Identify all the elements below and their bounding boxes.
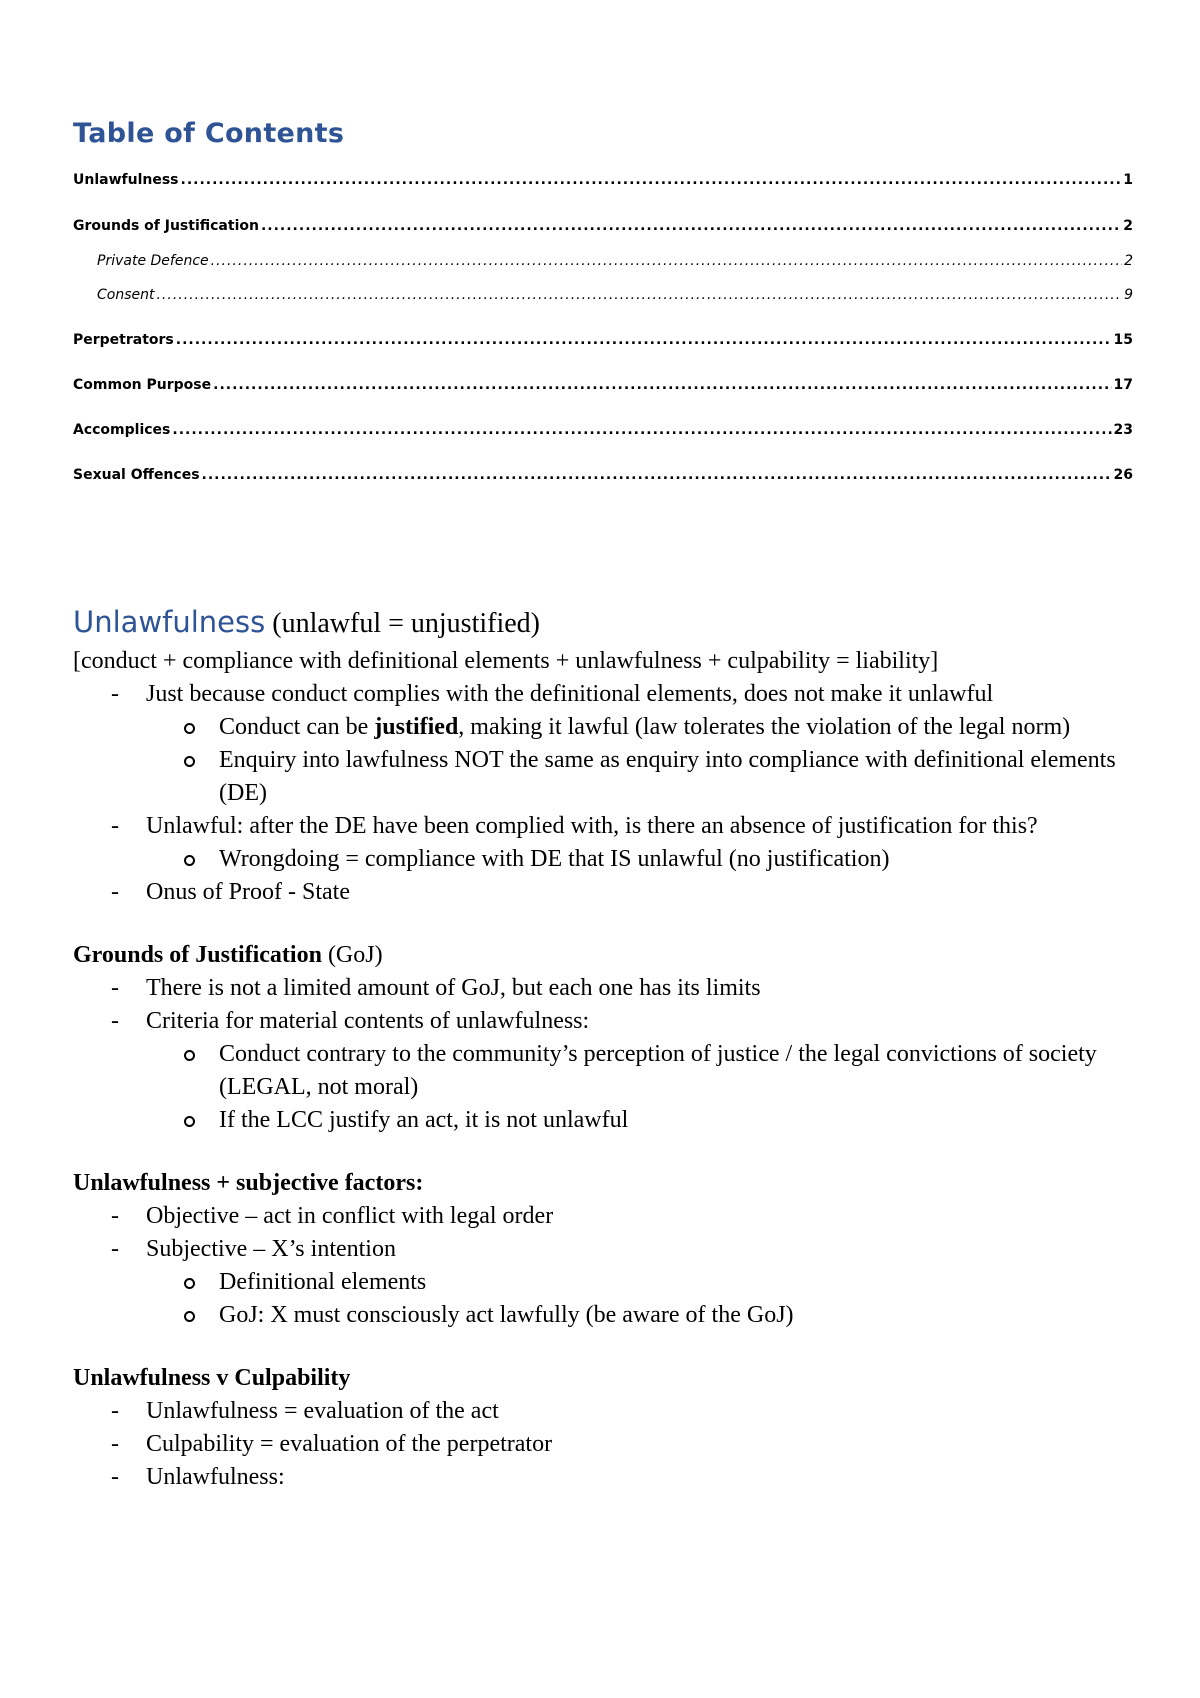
- toc-entry-consent[interactable]: [97, 287, 1133, 303]
- list-item: [73, 1461, 1123, 1494]
- toc-entry-private-defence[interactable]: [97, 253, 1133, 269]
- toc-entry-text: Consent: [97, 287, 155, 303]
- toc-page-number: 1: [1123, 172, 1133, 188]
- toc-page-number: 2: [1124, 253, 1133, 269]
- bullet-list: [73, 678, 1123, 909]
- sub-bullet-list: [146, 711, 1123, 810]
- list-item-text: Culpability = evaluation of the perpetrator: [146, 1431, 553, 1457]
- toc-leader: [172, 422, 1111, 438]
- heading-note: (GoJ): [321, 942, 383, 968]
- toc-title: Table of Contents: [73, 118, 345, 149]
- list-item-text: Objective – act in conflict with legal order: [146, 1203, 554, 1229]
- toc-leader: [156, 287, 1122, 303]
- toc-page-number: 9: [1124, 287, 1133, 303]
- toc-entry-text: Grounds of Justification: [73, 218, 259, 234]
- liability-formula: [conduct + compliance with definitional elements + unlawfulness + culpability = liability]: [73, 648, 939, 674]
- list-item: [73, 810, 1123, 876]
- sub-list-item: [146, 1299, 1123, 1332]
- toc-leader: [213, 377, 1111, 393]
- list-item-text: If the LCC justify an act, it is not unlawful: [219, 1107, 629, 1133]
- bullet-list: [73, 1200, 1123, 1332]
- sub-list-item: [146, 711, 1123, 744]
- list-item-text: Unlawful: after the DE have been complied with, is there an absence of justification for this?: [146, 813, 1038, 839]
- heading-title: Unlawfulness v Culpability: [73, 1365, 351, 1391]
- list-item-text: There is not a limited amount of GoJ, but each one has its limits: [146, 975, 761, 1001]
- list-item-text: Enquiry into lawfulness NOT the same as enquiry into compliance with definitional elements (DE): [219, 747, 1116, 806]
- list-item-text: Onus of Proof - State: [146, 879, 350, 905]
- heading-title: Unlawfulness + subjective factors:: [73, 1170, 424, 1196]
- sub-list-item: [146, 1038, 1123, 1104]
- list-item-text: Unlawfulness = evaluation of the act: [146, 1398, 499, 1424]
- section-heading-unlawfulness: [73, 602, 1123, 645]
- section-heading-subjective-factors: [73, 1167, 1123, 1200]
- toc-entry-sexual-offences[interactable]: [73, 467, 1133, 483]
- sub-bullet-list: [146, 843, 1123, 876]
- toc-entry-text: Sexual Offences: [73, 467, 200, 483]
- list-item: [73, 1233, 1123, 1332]
- toc-entry-text: Perpetrators: [73, 332, 174, 348]
- toc-entry-text: Accomplices: [73, 422, 171, 438]
- toc-leader: [176, 332, 1112, 348]
- section-heading-unlawfulness-v-culpability: [73, 1362, 1123, 1395]
- sub-list-item: [146, 744, 1123, 810]
- list-item: [73, 1005, 1123, 1137]
- toc-entry-perpetrators[interactable]: [73, 332, 1133, 348]
- list-item: [73, 1428, 1123, 1461]
- toc-entry-grounds-of-justification[interactable]: [73, 218, 1133, 234]
- toc-leader: [261, 218, 1121, 234]
- toc-entry-unlawfulness[interactable]: [73, 172, 1133, 188]
- toc-entry-text: Private Defence: [97, 253, 209, 269]
- bullet-list: [73, 1395, 1123, 1494]
- document-body: [73, 602, 1123, 1494]
- toc-leader: [202, 467, 1112, 483]
- heading-note: (unlawful = unjustified): [265, 608, 540, 639]
- sub-list-item: [146, 1266, 1123, 1299]
- list-item-text: Unlawfulness:: [146, 1464, 285, 1490]
- list-item: [73, 972, 1123, 1005]
- list-item: [73, 1395, 1123, 1428]
- toc-page-number: 23: [1113, 422, 1133, 438]
- toc-entry-text: Unlawfulness: [73, 172, 179, 188]
- bullet-list: [73, 972, 1123, 1137]
- toc-leader: [181, 172, 1122, 188]
- sub-bullet-list: [146, 1038, 1123, 1137]
- heading-title: Unlawfulness: [73, 605, 266, 639]
- toc-entry-text: Common Purpose: [73, 377, 212, 393]
- list-item-text: Subjective – X’s intention: [146, 1236, 396, 1262]
- sub-list-item: [146, 1104, 1123, 1137]
- list-item-text: Just because conduct complies with the definitional elements, does not make it unlawful: [146, 681, 994, 707]
- heading-title: Grounds of Justification: [73, 942, 322, 968]
- toc-leader: [211, 253, 1122, 269]
- list-item-text: Criteria for material contents of unlawfulness:: [146, 1008, 590, 1034]
- list-item-text: Wrongdoing = compliance with DE that IS unlawful (no justification): [219, 846, 890, 872]
- list-item-text: Definitional elements: [219, 1269, 427, 1295]
- list-item: [73, 876, 1123, 909]
- toc-page-number: 17: [1113, 377, 1133, 393]
- toc-page-number: 2: [1123, 218, 1133, 234]
- list-item-text: GoJ: X must consciously act lawfully (be aware of the GoJ): [219, 1302, 794, 1328]
- sub-bullet-list: [146, 1266, 1123, 1332]
- toc-entry-common-purpose[interactable]: [73, 377, 1133, 393]
- bold-text: justified: [374, 714, 459, 740]
- list-item: [73, 1200, 1123, 1233]
- list-item: [73, 678, 1123, 810]
- list-item-text: Conduct contrary to the community’s perception of justice / the legal convictions of society (LEGAL, not moral): [219, 1041, 1097, 1100]
- toc-page-number: 15: [1113, 332, 1133, 348]
- toc-entry-accomplices[interactable]: [73, 422, 1133, 438]
- section-heading-grounds-of-justification: [73, 939, 1123, 972]
- list-item-text: Conduct can be: [219, 714, 375, 740]
- toc-page-number: 26: [1113, 467, 1133, 483]
- sub-list-item: [146, 843, 1123, 876]
- list-item-text: , making it lawful (law tolerates the violation of the legal norm): [458, 714, 1071, 740]
